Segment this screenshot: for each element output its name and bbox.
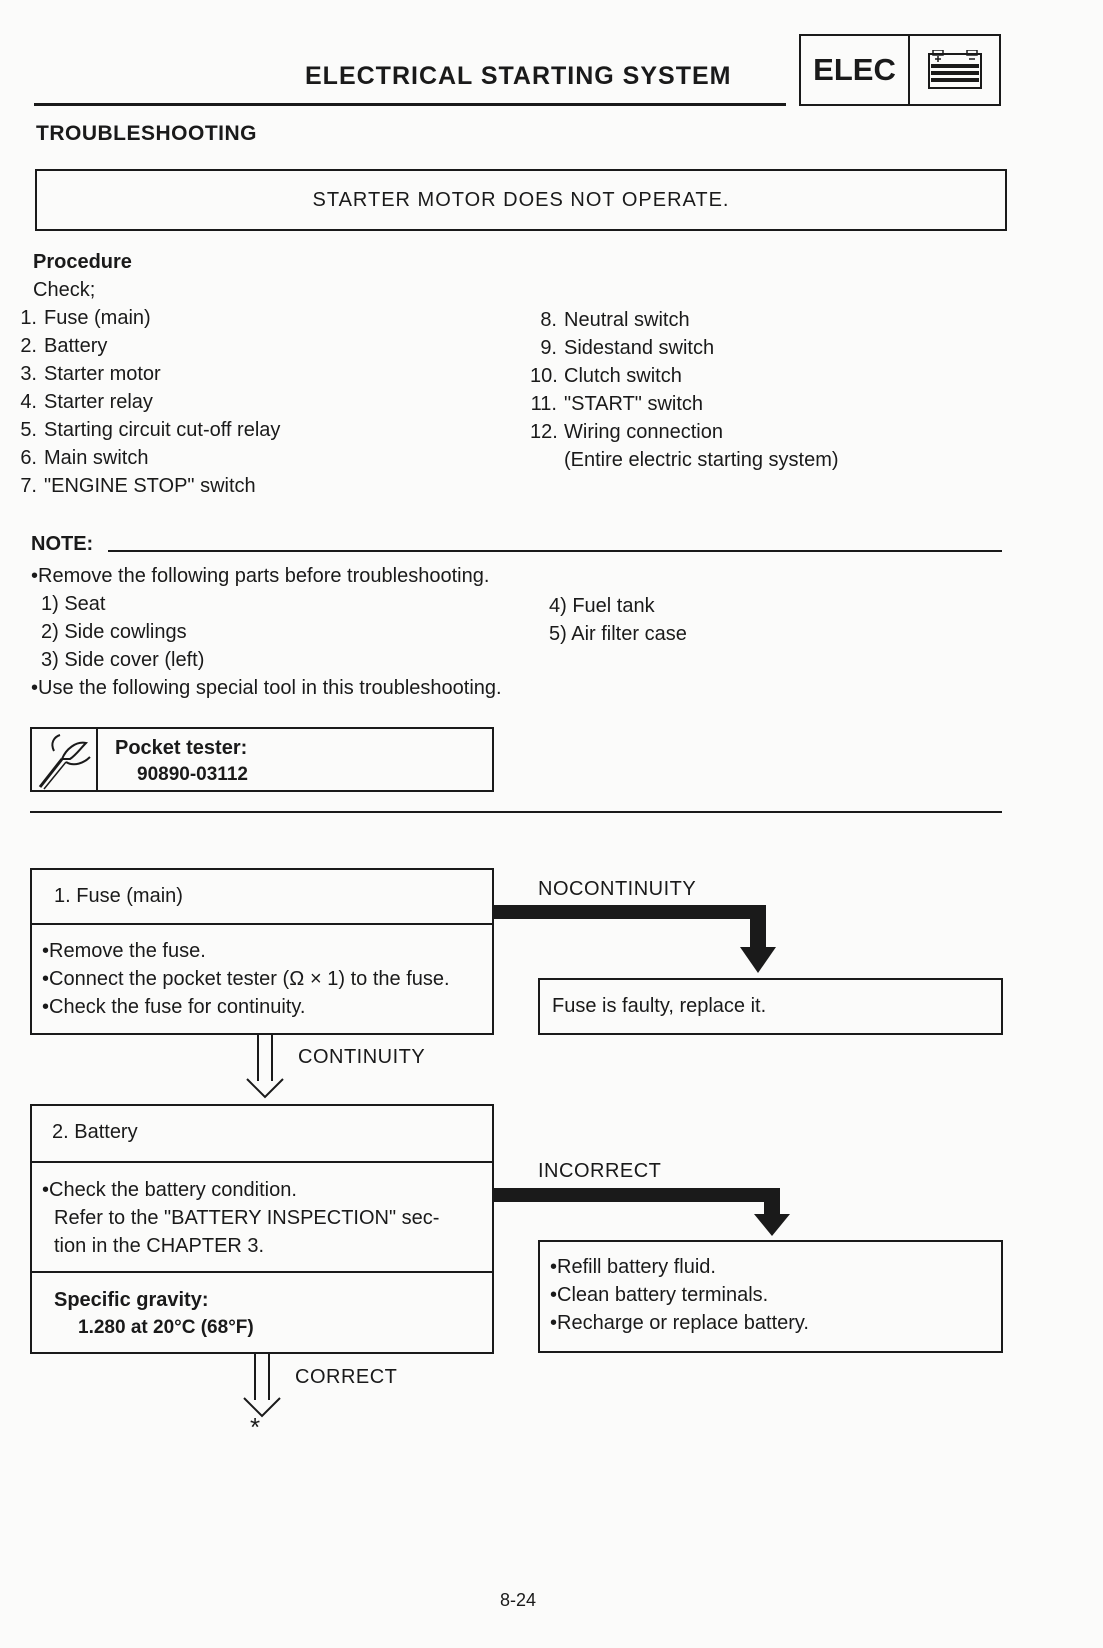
step2-line: Refer to the "BATTERY INSPECTION" sec- — [54, 1207, 440, 1229]
list-item: 5. Starting circuit cut-off relay — [20, 419, 281, 441]
step1-line: •Check the fuse for continuity. — [42, 996, 306, 1018]
step2-box — [30, 1104, 494, 1354]
battery-icon — [910, 36, 999, 104]
procedure-list-left — [10, 304, 280, 500]
list-item: 8. Neutral switch — [540, 309, 690, 331]
special-tool-box — [30, 727, 494, 792]
continuity-label: CONTINUITY — [298, 1046, 426, 1068]
note-rule — [108, 550, 1002, 552]
incorrect-label: INCORRECT — [538, 1160, 662, 1182]
note-remove-intro: •Remove the following parts before troubleshooting. — [31, 565, 490, 587]
list-item: 9. Sidestand switch — [540, 337, 715, 359]
fail-arrow-2 — [494, 1186, 794, 1243]
step2-line: •Check the battery condition. — [42, 1179, 297, 1201]
symptom-box: STARTER MOTOR DOES NOT OPERATE. — [35, 169, 1007, 231]
page-number: 8-24 — [500, 1590, 537, 1610]
part-item: 5) Air filter case — [549, 623, 687, 645]
part-item: 1) Seat — [41, 593, 106, 615]
badge-label: ELEC — [801, 36, 910, 104]
part-item: 2) Side cowlings — [41, 621, 187, 643]
correct-label: CORRECT — [295, 1366, 398, 1388]
step2-result-line: •Clean battery terminals. — [550, 1284, 769, 1306]
step1-result-box — [538, 978, 1003, 1035]
spec-label: Specific gravity: — [54, 1289, 209, 1311]
tool-name: Pocket tester: — [115, 737, 248, 759]
spec-value: 1.280 at 20°C (68°F) — [78, 1317, 254, 1338]
step2-title: 2. Battery — [52, 1121, 138, 1143]
page-title: ELECTRICAL STARTING SYSTEM — [305, 62, 732, 90]
step2-line: tion in the CHAPTER 3. — [54, 1235, 265, 1257]
check-label: Check; — [33, 279, 96, 301]
section-badge — [799, 34, 1001, 106]
list-item: (Entire electric starting system) — [564, 449, 839, 471]
step2-result-line: •Recharge or replace battery. — [550, 1312, 809, 1334]
list-item: 4. Starter relay — [20, 391, 153, 413]
list-item: 10. Clutch switch — [530, 365, 682, 387]
step1-result: Fuse is faulty, replace it. — [552, 995, 767, 1017]
section-rule — [30, 811, 1002, 813]
step1-line: •Remove the fuse. — [42, 940, 206, 962]
step1-title: 1. Fuse (main) — [54, 885, 183, 907]
section-title: TROUBLESHOOTING — [36, 122, 257, 145]
part-item: 4) Fuel tank — [549, 595, 655, 617]
procedure-list-right — [530, 306, 839, 474]
list-item: 3. Starter motor — [20, 363, 161, 385]
fail-arrow-1 — [494, 903, 794, 980]
tester-probe-icon — [32, 729, 98, 790]
list-item: 6. Main switch — [20, 447, 149, 469]
procedure-heading: Procedure — [33, 251, 132, 273]
tool-number: 90890-03112 — [137, 764, 248, 785]
note-label: NOTE: — [31, 533, 94, 555]
step2-result-line: •Refill battery fluid. — [550, 1256, 716, 1278]
part-item: 3) Side cover (left) — [41, 649, 205, 671]
list-item: 2. Battery — [20, 335, 108, 357]
continue-mark: * — [250, 1412, 261, 1442]
note-tool-intro: •Use the following special tool in this troubleshooting. — [31, 677, 502, 699]
nocontinuity-label: NOCONTINUITY — [538, 878, 697, 900]
title-rule — [34, 103, 786, 106]
step1-line: •Connect the pocket tester (Ω × 1) to the fuse. — [42, 968, 450, 990]
list-item: 12. Wiring connection — [530, 421, 723, 443]
pass-arrow-1 — [245, 1035, 285, 1106]
list-item: 7. "ENGINE STOP" switch — [20, 475, 256, 497]
step2-result-box — [538, 1240, 1003, 1353]
step1-box — [30, 868, 494, 1035]
list-item: 1. Fuse (main) — [20, 307, 151, 329]
pass-arrow-2 — [242, 1354, 282, 1425]
list-item: 11. "START" switch — [530, 393, 704, 415]
